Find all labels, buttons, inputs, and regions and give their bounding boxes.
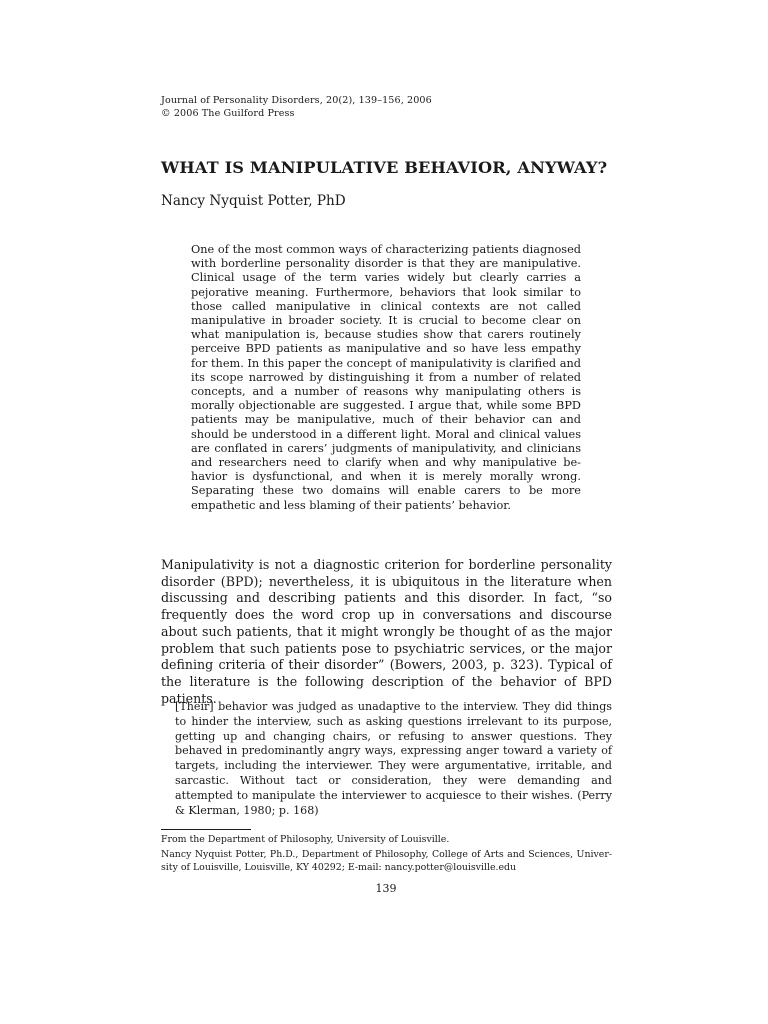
copyright-notice: © 2006 The Guilford Press: [161, 108, 295, 119]
footnote-divider: [161, 829, 251, 830]
author-name: Nancy Nyquist Potter, PhD: [161, 193, 346, 209]
page-number: 139: [375, 882, 397, 895]
abstract: One of the most common ways of characterizing patients diagnosed with borderline personality disorder is that they are manipulative. Clinical usage of the term varies widely but clearly carries a pejorative meaning. Furthermore, behaviors that look similar to those called manipulative in clinical contexts are not called manipulative in broader society. It is crucial to become clear on what manipulation is, because studies show that carers routinely perceive BPD patients as manipulative and so have less empathy for them. In this paper the concept of manipulativity is clarified and its scope narrowed by distinguishing it from a number of related concepts, and a number of reasons why manipulating others is morally objectionable are suggested. I argue that, while some BPD patients may be manipulative, much of their behavior can and should be understood in a different light. Moral and clinical values are conflated in carers’ judgments of manipulativity, and clinicians and researchers need to clarify when and why manipulative behavior is dysfunctional, and when it is merely morally wrong. Separating these two domains will enable carers to be more empathetic and less blaming of their patients’ behavior.: [191, 243, 581, 512]
journal-citation: Journal of Personality Disorders, 20(2), 139–156, 2006: [161, 95, 432, 106]
footnote-affiliation: From the Department of Philosophy, University of Louisville.: [161, 834, 450, 845]
body-paragraph: Manipulativity is not a diagnostic criterion for borderline personality disorder (BPD); nevertheless, it is ubiquitous in the literature when discussing and describing patients and this disorder. In fact, “so frequently does the word crop up in conversations and discourse about such patients, that it might wrongly be thought of as the major problem that such patients pose to psychiatric services, or the major defining criteria of their disorder” (Bowers, 2003, p. 323). Typical of the literature is the following description of the behavior of BPD patients.: [161, 557, 612, 706]
journal-header: [161, 94, 432, 120]
footnote-contact: Nancy Nyquist Potter, Ph.D., Department of Philosophy, College of Arts and Sciences, University of Louisville, Louisville, KY 40292; E-mail: nancy.potter@louisville.edu: [161, 849, 612, 873]
article-title: WHAT IS MANIPULATIVE BEHAVIOR, ANYWAY?: [161, 158, 608, 177]
block-quote: [Their] behavior was judged as unadaptive to the interview. They did things to hinder the interview, such as asking questions irrelevant to its purpose, getting up and changing chairs, or refusing to answer questions. They behaved in predominantly angry ways, expressing anger toward a variety of targets, including the interviewer. They were argumentative, irritable, and sarcastic. Without tact or consideration, they were demanding and attempted to manipulate the interviewer to acquiesce to their wishes. (Perry & Klerman, 1980; p. 168): [175, 700, 612, 817]
